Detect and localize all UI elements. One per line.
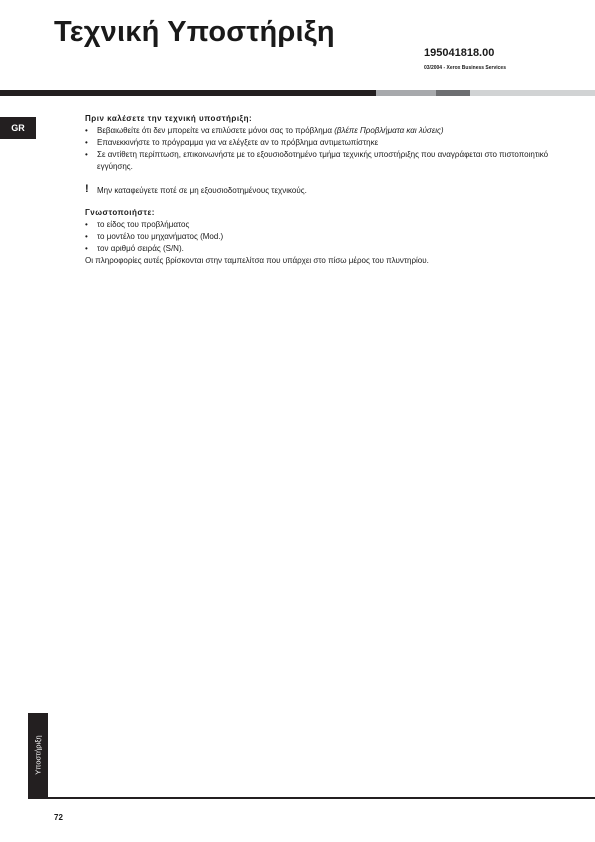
list-item [85,219,555,231]
list-item-text: Επανεκκινήστε το πρόγραμμα για να ελέγξετε αν το πρόβλημα αντιμετωπίστηκε [97,138,379,147]
header-bar-mid-gray [436,90,470,96]
exclamation-icon: ! [85,183,89,195]
document-number: 195041818.00 [424,47,495,59]
side-tab-label: Υποστήριξη [33,735,43,775]
header-bar-light-gray [376,90,436,96]
list-item [85,243,555,255]
list-item [85,149,555,173]
list-item-text: Σε αντίθετη περίπτωση, επικοινωνήστε με το εξουσιοδοτημένο τμήμα τεχνικής υποστήριξης που αναγράφεται στο πιστοποιητικό εγγύησης. [97,150,549,171]
page-number: 72 [54,813,63,822]
list-item-text: το μοντέλο του μηχανήματος (Mod.) [97,232,224,241]
notify-heading: Γνωστοποιήστε: [85,208,155,217]
language-tab: GR [0,117,36,139]
notify-note: Οι πληροφορίες αυτές βρίσκονται στην ταμπελίτσα που υπάρχει στο πίσω μέρος του πλυντηρίου. [85,256,429,265]
warning-note [85,185,555,197]
list-item-text: Βεβαιωθείτε ότι δεν μπορείτε να επιλύσετε μόνοι σας το πρόβλημα [97,126,335,135]
page-title: Τεχνική Υποστήριξη [54,16,335,48]
before-call-heading: Πριν καλέσετε την τεχνική υποστήριξη: [85,114,253,123]
list-item [85,137,555,149]
header-bar-pale-gray [470,90,595,96]
main-content [85,113,555,267]
list-item-emphasis: (βλέπε Προβλήματα και λύσεις) [334,126,444,135]
list-item-text: το είδος του προβλήματος [97,220,190,229]
footer-divider [28,797,595,799]
list-item [85,125,555,137]
warning-text: Μην καταφεύγετε ποτέ σε μη εξουσιοδοτημένους τεχνικούς. [97,186,307,195]
list-item-text: τον αριθμό σειράς (S/N). [97,244,184,253]
header-bar-dark [0,90,376,96]
document-info: 03/2004 - Xerox Business Services [424,65,506,71]
list-item [85,231,555,243]
